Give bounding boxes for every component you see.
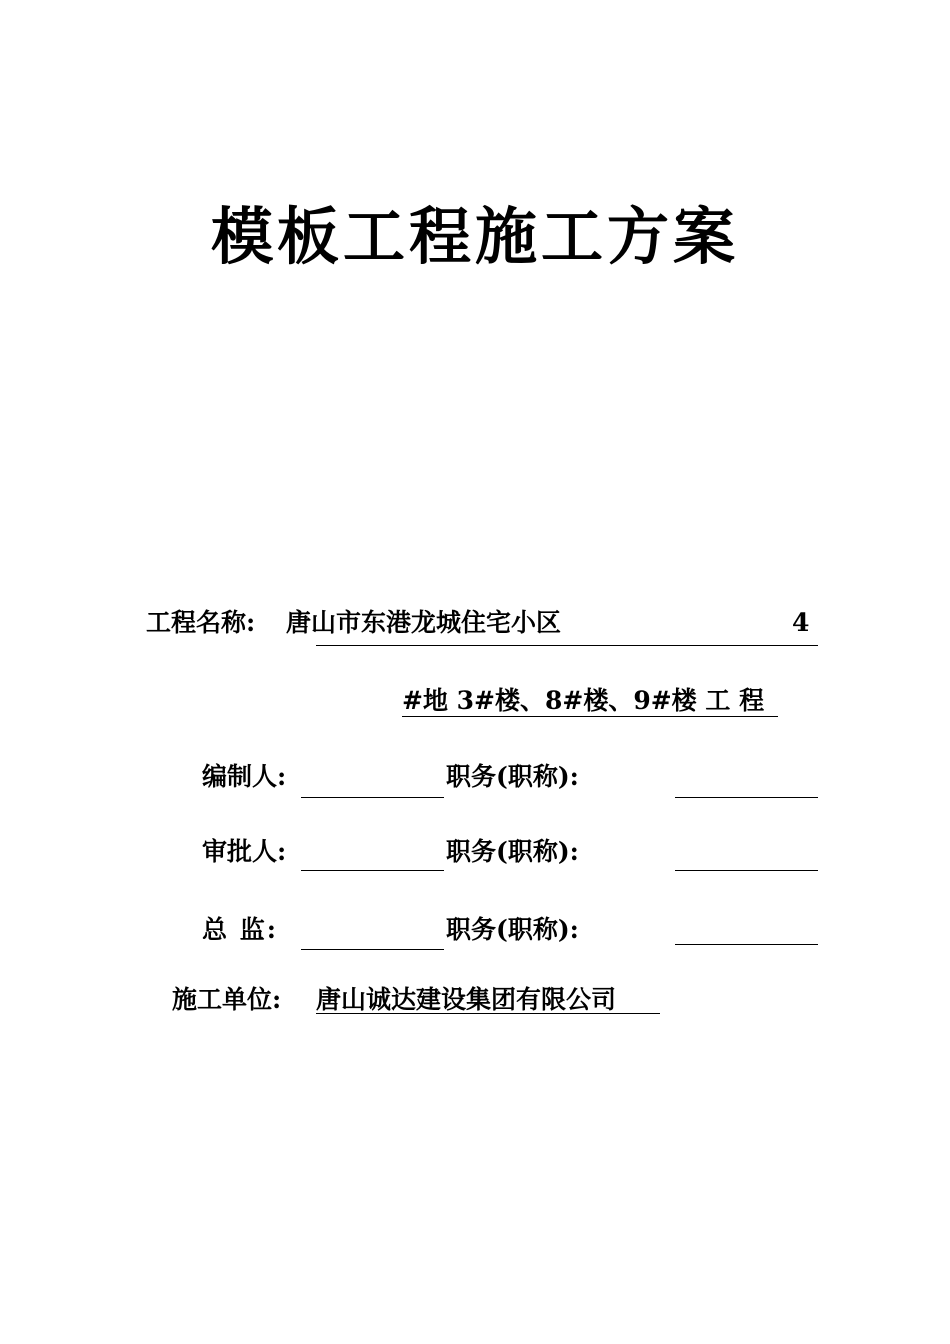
signoff-approver-field[interactable] xyxy=(301,870,444,871)
project-name-underline xyxy=(316,645,818,646)
signoff-director-position-label: 职务(职称): xyxy=(446,915,579,944)
document-title: 模板工程施工方案 xyxy=(210,200,739,273)
contractor-label: 施工单位: xyxy=(172,985,282,1014)
signoff-approver-label: 审批人: xyxy=(202,837,287,866)
signoff-compiler-position-label: 职务(职称): xyxy=(446,762,579,791)
signoff-director-label: 总 监: xyxy=(202,915,278,944)
signoff-director-field[interactable] xyxy=(301,949,444,950)
contractor-name: 唐山诚达建设集团有限公司 xyxy=(316,985,617,1014)
project-name-tail: 4 xyxy=(792,608,810,637)
project-name-label: 工程名称: xyxy=(146,608,256,637)
signoff-compiler-label: 编制人: xyxy=(202,762,287,791)
signoff-compiler-position-field[interactable] xyxy=(675,797,818,798)
signoff-approver-position-label: 职务(职称): xyxy=(446,837,579,866)
project-name-line1: 唐山市东港龙城住宅小区 xyxy=(286,608,562,637)
signoff-compiler-field[interactable] xyxy=(301,797,444,798)
signoff-director-position-field[interactable] xyxy=(675,944,818,945)
signoff-approver-position-field[interactable] xyxy=(675,870,818,871)
contractor-name-underline xyxy=(316,1013,660,1014)
project-name-line2: #地 3#楼、8#楼、9#楼 工 程 xyxy=(402,686,765,715)
project-name-line2-underline xyxy=(402,716,778,717)
